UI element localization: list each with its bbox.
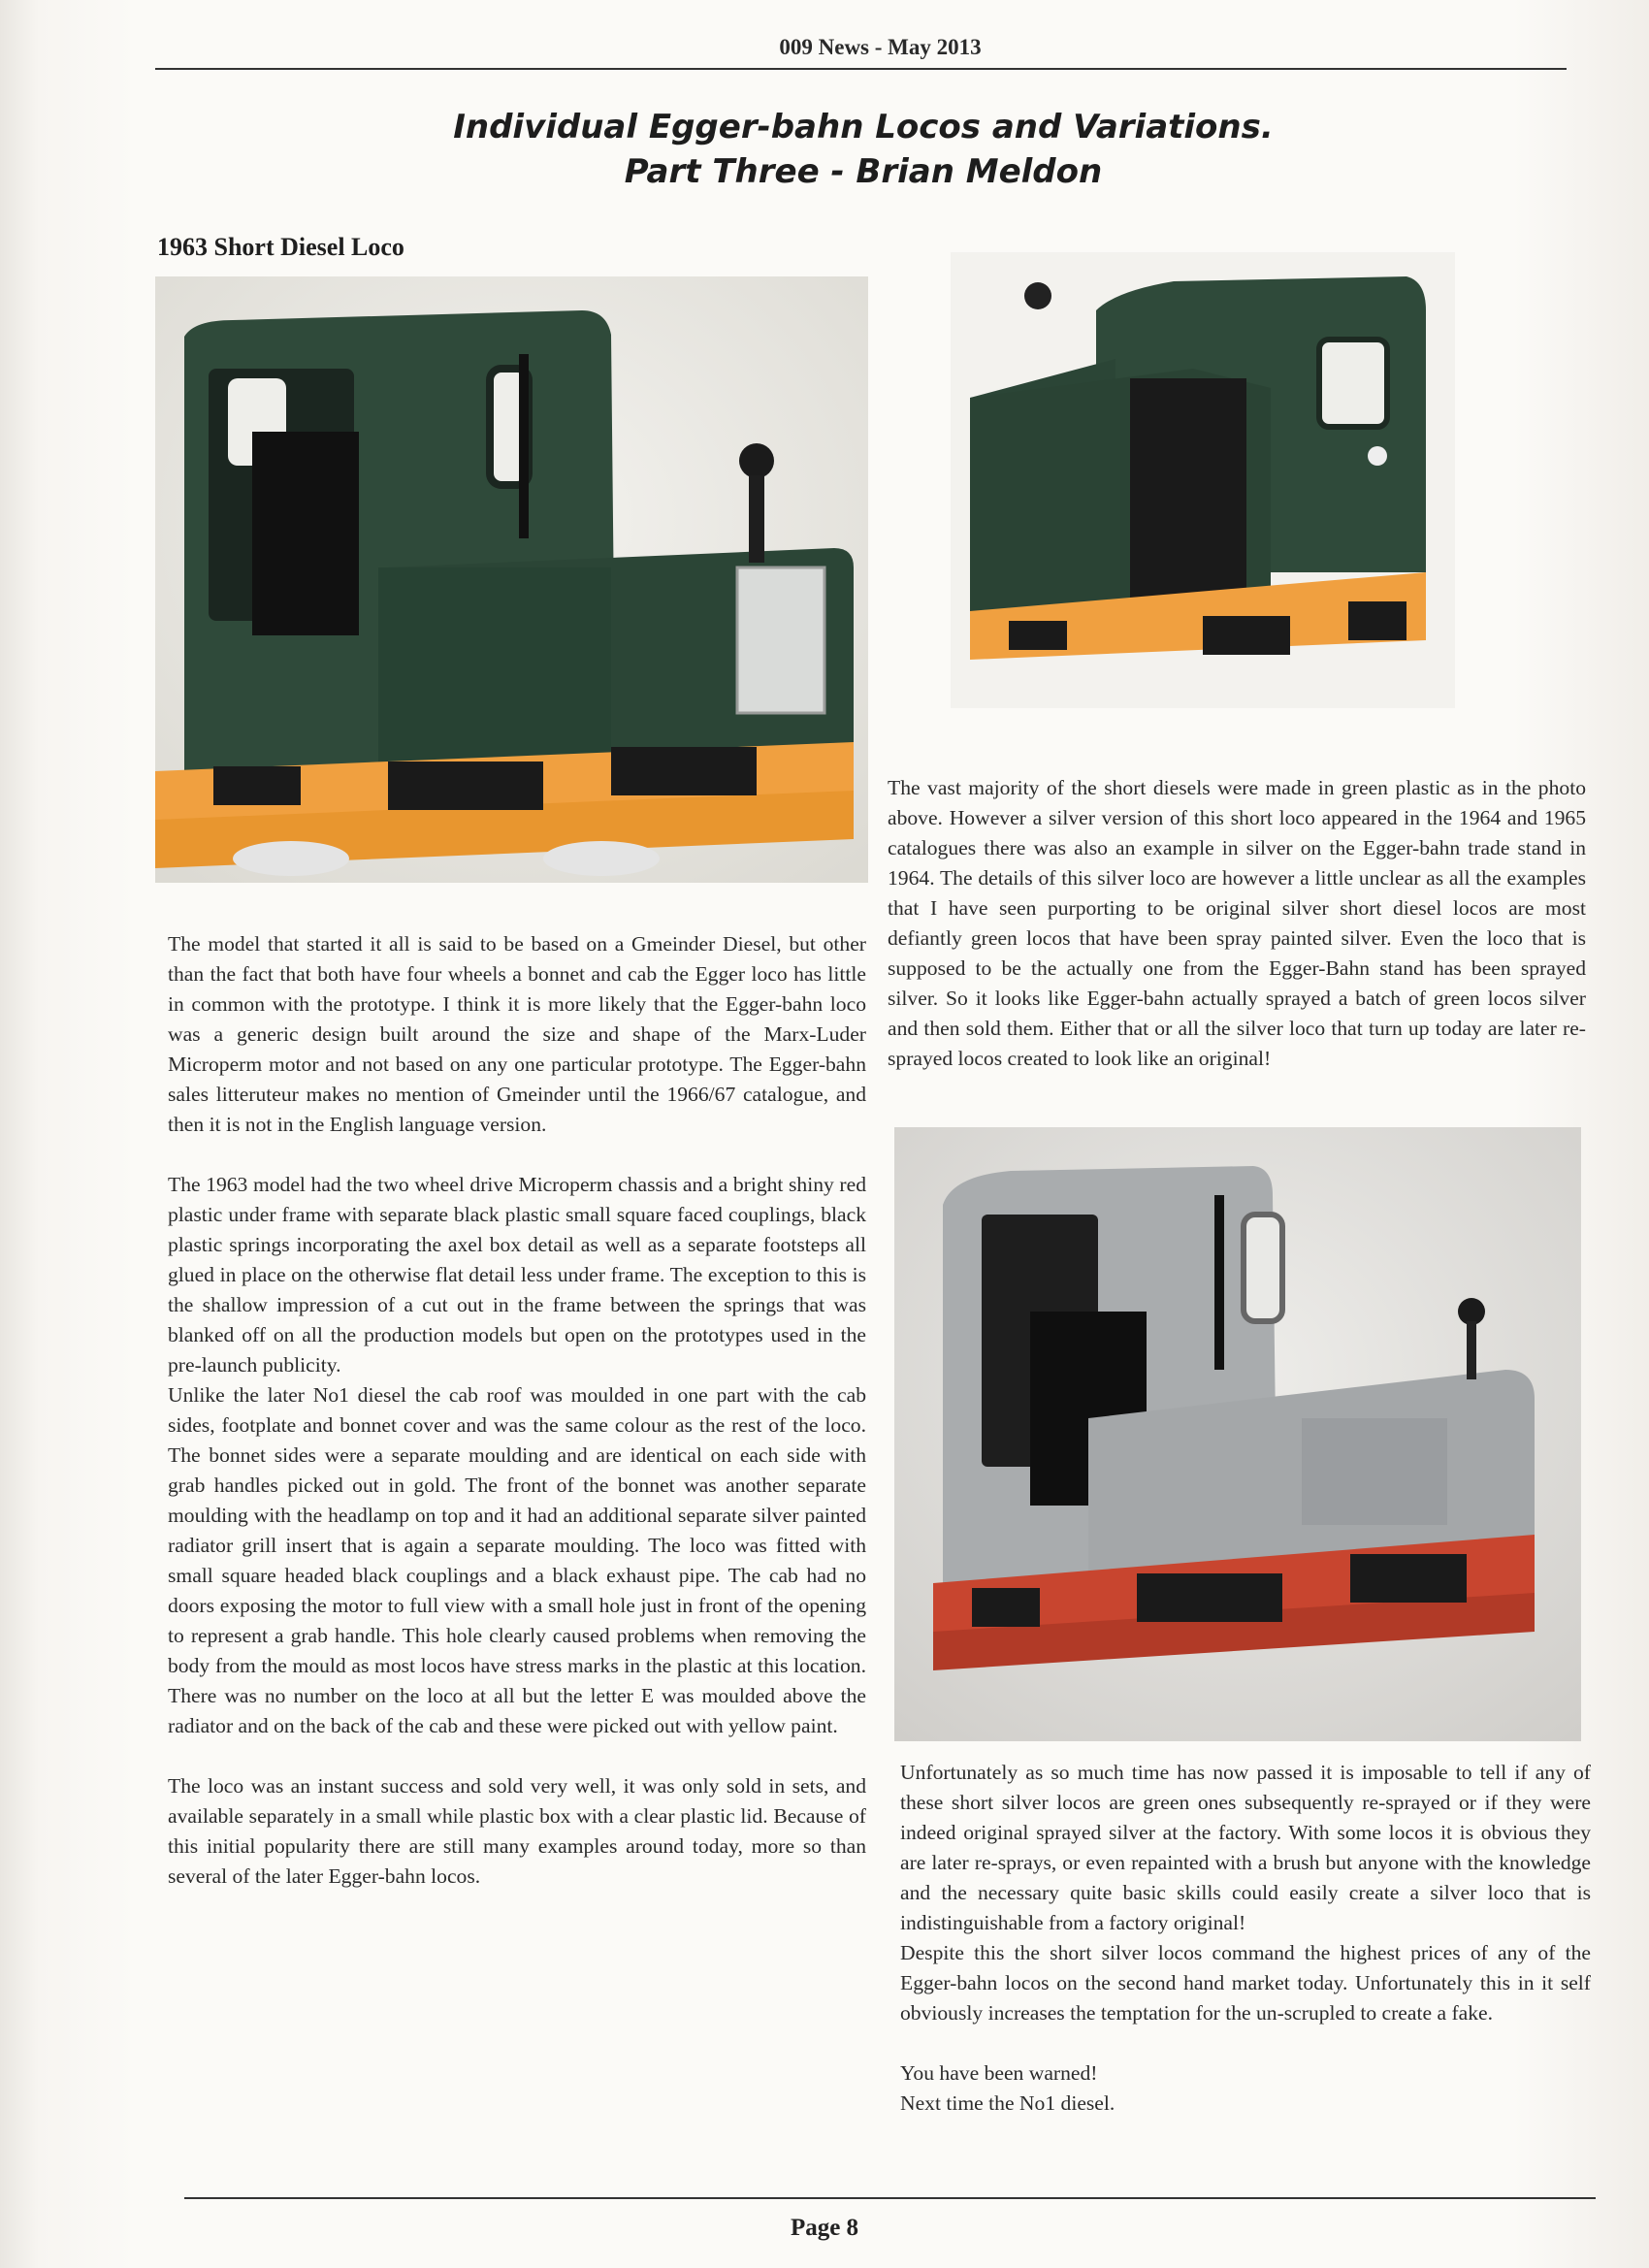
right-paragraph-5: Next time the No1 diesel. — [900, 2091, 1116, 2115]
left-paragraph-3: Unlike the later No1 diesel the cab roof was moulded in one part with the cab sides, footplate and bonnet cover and was the same colour as the rest of the loco. The bonnet sides were a separate moulding and are identical on each side with grab handles picked out in gold. The front of the bonnet was another separate moulding with the headlamp on top and it had an additional separate silver painted radiator grill insert that is again a separate moulding. The loco was fitted with small square headed black couplings and a black exhaust pipe. The cab had no doors exposing the motor to full view with a small hole just in front of the opening to represent a grab handle. This hole clearly caused problems when removing the body from the mould as most locos have stress marks in the plastic at this location. There was no number on the loco at all but the letter E was moulded above the radiator and on the back of the cab and these were picked out with yellow paint. — [168, 1383, 866, 1737]
photo-green-loco-left — [155, 276, 868, 883]
right-paragraph-4: You have been warned! — [900, 2061, 1098, 2085]
right-paragraph-2: Unfortunately as so much time has now passed it is imposable to tell if any of these short silver locos are green ones subsequently re-sprayed or if they were indeed original sprayed silver at the factory. With some locos it is obvious they are later re-sprays, or even repainted with a brush but anyone with the knowledge and the necessary quite basic skills could easily create a silver loco that is indistinguishable from a factory original! — [900, 1761, 1591, 1934]
silver-loco-illustration — [894, 1127, 1581, 1741]
page-number: Page 8 — [790, 2215, 859, 2241]
left-paragraph-4: The loco was an instant success and sold very well, it was only sold in sets, and available separately in a small while plastic box with a clear plastic lid. Because of this initial popularity there are still many examples around today, more so than several of the later Egger-bahn locos. — [168, 1774, 866, 1888]
green-loco-illustration — [155, 276, 868, 883]
photo-silver-loco — [894, 1127, 1581, 1741]
left-paragraph-1: The model that started it all is said to be based on a Gmeinder Diesel, but other than the fact that both have four wheels a bonnet and cab the Egger loco has little in common with the prototype. I think it is more likely that the Egger-bahn loco was a generic design built around the size and shape of the Marx-Luder Microperm motor and not based on any one particular prototype. The Egger-bahn sales litteruteur makes no mention of Gmeinder until the 1966/67 catalogue, and then it is not in the English language version. — [168, 932, 866, 1136]
header-text: 009 News - May 2013 — [779, 35, 982, 59]
page-header — [155, 31, 1567, 89]
right-column-upper-text — [888, 773, 1586, 1074]
header-rule — [155, 68, 1567, 70]
footer-rule — [184, 2197, 1596, 2199]
right-column-lower-text — [900, 1758, 1591, 2119]
right-paragraph-1: The vast majority of the short diesels were made in green plastic as in the photo above. However a silver version of this short loco appeared in the 1964 and 1965 catalogues there was also an example in silver on the Egger-bahn trade stand in 1964. The details of this silver loco are however a little unclear as all the examples that I have seen purporting to be original silver short diesel locos are most defiantly green locos that have been spray painted silver. Even the loco that is supposed to be the actually one from the Egger-Bahn stand has been sprayed silver. So it looks like Egger-bahn actually sprayed a batch of green locos silver and then sold them. Either that or all the silver loco that turn up today are later re-sprayed locos created to look like an original! — [888, 776, 1586, 1070]
photo-green-loco-right — [951, 252, 1455, 708]
green-loco-rear-illustration — [951, 252, 1455, 708]
left-paragraph-2: The 1963 model had the two wheel drive Microperm chassis and a bright shiny red plastic under frame with separate black plastic small square faced couplings, black plastic springs incorporating the axel box detail as well as a separate footsteps all glued in place on the otherwise flat detail less under frame. The exception to this is the shallow impression of a cut out in the frame between the springs that was blanked off on all the production models but open on the prototypes used in the pre-launch publicity. — [168, 1173, 866, 1377]
article-title — [291, 105, 1436, 194]
title-line-2: Part Three - Brian Meldon — [624, 152, 1103, 191]
right-paragraph-3: Despite this the short silver locos command the highest prices of any of the Egger-bahn locos on the second hand market today. Unfortunately this in it self obviously increases the temptation for the un-scrupled to create a fake. — [900, 1941, 1591, 2025]
title-line-1: Individual Egger-bahn Locos and Variations. — [453, 108, 1274, 146]
section-heading: 1963 Short Diesel Loco — [157, 233, 404, 261]
left-column-text — [168, 929, 866, 1892]
